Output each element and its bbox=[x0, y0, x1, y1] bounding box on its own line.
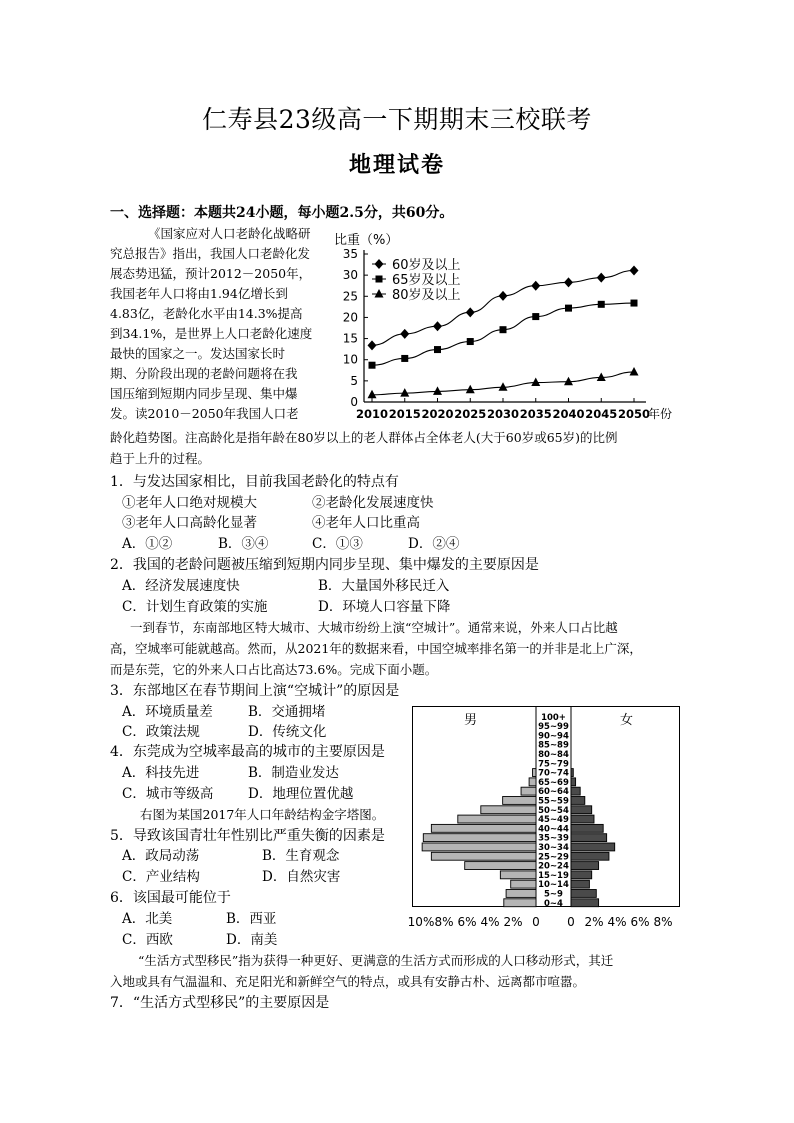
legend-marker bbox=[375, 289, 384, 298]
x-tick-label: 2025 bbox=[454, 407, 487, 421]
data-point bbox=[500, 326, 507, 333]
male-axis-tick-label: 6% bbox=[457, 915, 477, 929]
data-point bbox=[401, 355, 408, 362]
series-line-2 bbox=[372, 303, 634, 365]
male-bar bbox=[504, 899, 536, 907]
male-bar bbox=[422, 843, 536, 851]
y-axis-label: 比重（%） bbox=[334, 233, 399, 248]
q6-option-b[interactable]: B．西亚 bbox=[226, 911, 277, 927]
data-point bbox=[564, 377, 573, 386]
data-point bbox=[531, 281, 540, 291]
male-axis-tick-label: 2% bbox=[503, 915, 523, 929]
data-point bbox=[369, 362, 376, 369]
female-bar bbox=[571, 834, 607, 842]
male-bar bbox=[503, 797, 536, 805]
data-point bbox=[467, 338, 474, 345]
male-bar bbox=[521, 787, 536, 795]
female-axis-tick-label: 6% bbox=[630, 915, 650, 929]
female-bar bbox=[571, 806, 592, 814]
intro-line: 4.83亿，老龄化水平由14.3%提高 bbox=[110, 306, 303, 321]
population-pyramid bbox=[407, 706, 680, 931]
q1-item: ②老龄化发展速度快 bbox=[312, 495, 434, 511]
male-bar bbox=[423, 834, 536, 842]
data-point bbox=[368, 340, 377, 350]
data-point bbox=[433, 386, 442, 395]
question-6-stem: 6．该国最可能位于 bbox=[110, 890, 231, 906]
age-group-label: 60~64 bbox=[538, 787, 569, 798]
age-group-label: 0~4 bbox=[544, 898, 563, 909]
female-axis-tick-label: 0 bbox=[567, 915, 575, 929]
x-tick-label: 2040 bbox=[552, 407, 585, 421]
female-bar bbox=[571, 890, 596, 898]
age-group-label: 85~89 bbox=[538, 740, 569, 751]
y-tick-label: 30 bbox=[342, 268, 358, 283]
q5-option-a[interactable]: A．政局动荡 bbox=[122, 848, 200, 864]
q1-item: ③老年人口高龄化显著 bbox=[122, 515, 257, 531]
male-bar bbox=[506, 890, 536, 898]
intro-line: 究总报告》指出，我国人口老龄化发 bbox=[110, 246, 311, 261]
age-group-label: 25~29 bbox=[538, 852, 569, 863]
age-group-label: 35~39 bbox=[538, 833, 569, 844]
x-tick-label: 2045 bbox=[585, 407, 618, 421]
female-bar bbox=[571, 880, 589, 888]
passage-4-line: 入地或具有气温温和、充足阳光和新鲜空气的特点，或具有安静古朴、远离都市喧嚣。 bbox=[110, 974, 586, 989]
intro-line: 我国老年人口将由1.94亿增长到 bbox=[110, 286, 288, 301]
intro-continuation: 龄化趋势图。注高龄化是指年龄在80岁以上的老人群体占全体老人(大于60岁或65岁)的比例 bbox=[110, 430, 618, 445]
age-group-label: 95~99 bbox=[538, 722, 569, 733]
y-tick-label: 5 bbox=[350, 373, 358, 388]
q2-option-d[interactable]: D．环境人口容量下降 bbox=[318, 599, 451, 615]
legend-label: 60岁及以上 bbox=[392, 258, 461, 273]
exam-subtitle: 地理试卷 bbox=[348, 152, 445, 178]
female-bar bbox=[571, 843, 615, 851]
female-bar bbox=[571, 862, 599, 870]
age-group-label: 20~24 bbox=[538, 861, 569, 872]
question-5-stem: 5．导致该国青壮年性别比严重失衡的因素是 bbox=[110, 828, 385, 844]
q2-option-b[interactable]: B．大量国外移民迁入 bbox=[318, 578, 450, 594]
x-axis-label: 年份 bbox=[648, 407, 673, 421]
data-point bbox=[434, 346, 441, 353]
female-bar bbox=[571, 815, 594, 823]
data-point bbox=[631, 300, 638, 307]
age-group-label: 65~69 bbox=[538, 777, 569, 788]
data-point bbox=[466, 385, 475, 394]
y-tick-label: 35 bbox=[342, 247, 358, 261]
data-point bbox=[400, 388, 409, 397]
male-label: 男 bbox=[464, 713, 478, 728]
x-tick-label: 2030 bbox=[486, 407, 520, 421]
passage-2-line: 高，空城率可能就越高。然而，从2021年的数据来看，中国空城率排名第一的并非是北上广深， bbox=[110, 641, 642, 656]
pyramid-caption: 右图为某国2017年人口年龄结构金字塔图。 bbox=[140, 807, 385, 822]
q3-option-c[interactable]: C．政策法规 bbox=[122, 724, 200, 740]
q5-option-c[interactable]: C．产业结构 bbox=[122, 869, 200, 885]
male-bar bbox=[500, 871, 536, 879]
intro-continuation: 趋于上升的过程。 bbox=[110, 451, 211, 466]
y-tick-label: 20 bbox=[342, 310, 358, 325]
q1-item: ④老年人口比重高 bbox=[312, 515, 420, 531]
y-tick-label: 10 bbox=[342, 352, 358, 367]
age-group-label: 55~59 bbox=[538, 796, 569, 807]
data-point bbox=[499, 291, 508, 301]
female-bar bbox=[571, 769, 573, 777]
x-tick-label: 2015 bbox=[388, 407, 421, 421]
q1-option-a[interactable]: A．①② bbox=[122, 536, 173, 552]
data-point bbox=[466, 307, 475, 317]
q6-option-d[interactable]: D．南美 bbox=[226, 932, 278, 948]
data-point bbox=[597, 372, 606, 381]
female-label: 女 bbox=[620, 713, 634, 728]
male-bar bbox=[511, 880, 536, 888]
q3-option-b[interactable]: B．交通拥堵 bbox=[248, 704, 326, 720]
male-bar bbox=[529, 778, 536, 786]
age-group-label: 90~94 bbox=[538, 731, 569, 742]
female-bar bbox=[571, 899, 599, 907]
q3-option-a[interactable]: A．环境质量差 bbox=[122, 704, 213, 720]
age-group-label: 70~74 bbox=[538, 768, 569, 779]
q4-option-b[interactable]: B．制造业发达 bbox=[248, 765, 339, 781]
age-group-label: 100+ bbox=[541, 712, 566, 723]
q6-option-c[interactable]: C．西欧 bbox=[122, 932, 173, 948]
data-point bbox=[630, 265, 639, 275]
q6-option-a[interactable]: A．北美 bbox=[122, 911, 173, 927]
age-group-label: 10~14 bbox=[538, 880, 569, 891]
exam-title: 仁寿县23级高一下期期末三校联考 bbox=[202, 105, 592, 134]
data-point bbox=[564, 277, 573, 287]
legend-label: 80岁及以上 bbox=[392, 288, 461, 303]
data-point bbox=[400, 329, 409, 339]
data-point bbox=[532, 313, 539, 320]
female-axis-tick-label: 4% bbox=[607, 915, 627, 929]
age-group-label: 40~44 bbox=[538, 824, 569, 835]
male-axis-tick-label: 0 bbox=[532, 915, 540, 929]
intro-line: 期、分阶段出现的老龄问题将在我 bbox=[110, 366, 298, 381]
data-point bbox=[598, 301, 605, 308]
x-tick-label: 2050 bbox=[617, 407, 651, 421]
male-axis-tick-label: 10% bbox=[407, 915, 435, 929]
data-point bbox=[433, 321, 442, 331]
q2-option-c[interactable]: C．计划生育政策的实施 bbox=[122, 599, 268, 615]
question-4-stem: 4．东莞成为空城率最高的城市的主要原因是 bbox=[110, 744, 385, 760]
age-group-label: 75~79 bbox=[538, 759, 569, 770]
male-bar bbox=[431, 824, 536, 832]
male-bar bbox=[458, 815, 536, 823]
q3-option-d[interactable]: D．传统文化 bbox=[248, 724, 327, 740]
male-axis-tick-label: 4% bbox=[480, 915, 500, 929]
legend-marker bbox=[375, 259, 384, 269]
y-tick-label: 15 bbox=[342, 331, 358, 346]
male-bar bbox=[533, 769, 536, 777]
y-tick-label: 0 bbox=[350, 395, 358, 409]
female-bar bbox=[571, 787, 580, 795]
q5-option-b[interactable]: B．生育观念 bbox=[262, 848, 340, 864]
intro-line: 《国家应对人口老龄化战略研 bbox=[148, 226, 311, 241]
age-group-label: 50~54 bbox=[538, 805, 569, 816]
intro-line: 发。读2010－2050年我国人口老 bbox=[110, 406, 299, 421]
intro-paragraph bbox=[110, 224, 312, 424]
age-group-label: 45~49 bbox=[538, 815, 569, 826]
data-point bbox=[597, 273, 606, 283]
x-tick-label: 2035 bbox=[519, 407, 552, 421]
female-bar bbox=[571, 778, 576, 786]
q1-option-b[interactable]: B．③④ bbox=[218, 536, 269, 552]
intro-line: 展态势迅猛，预计2012－2050年， bbox=[110, 266, 312, 281]
x-tick-label: 2010 bbox=[355, 407, 389, 421]
q1-item: ①老年人口绝对规模大 bbox=[122, 495, 257, 511]
age-group-label: 15~19 bbox=[538, 870, 569, 881]
question-1-stem: 1．与发达国家相比，目前我国老龄化的特点有 bbox=[110, 474, 399, 490]
question-2-stem: 2．我国的老龄问题被压缩到短期内同步呈现、集中爆发的主要原因是 bbox=[110, 557, 539, 573]
data-point bbox=[531, 378, 540, 387]
age-group-label: 80~84 bbox=[538, 750, 569, 760]
question-3-stem: 3．东部地区在春节期间上演“空城计”的原因是 bbox=[110, 683, 400, 699]
passage-2-line: 而是东莞，它的外来人口占比高达73.6%。完成下面小题。 bbox=[110, 662, 438, 677]
legend-marker bbox=[376, 276, 383, 283]
y-tick-label: 25 bbox=[342, 289, 358, 304]
q1-option-d[interactable]: D．②④ bbox=[408, 536, 460, 552]
legend-label: 65岁及以上 bbox=[392, 273, 461, 288]
male-bar bbox=[431, 852, 536, 860]
q4-option-c[interactable]: C．城市等级高 bbox=[122, 786, 214, 802]
intro-line: 最快的国家之一。发达国家长时 bbox=[110, 346, 286, 361]
female-axis-tick-label: 8% bbox=[653, 915, 673, 929]
male-bar bbox=[481, 806, 536, 814]
data-point bbox=[630, 367, 639, 376]
female-axis-tick-label: 2% bbox=[584, 915, 604, 929]
q1-option-c[interactable]: C．①③ bbox=[312, 536, 363, 552]
data-point bbox=[499, 382, 508, 391]
passage-2-line: 一到春节，东南部地区特大城市、大城市纷纷上演“空城计”。通常来说，外来人口占比越 bbox=[130, 620, 618, 635]
q4-option-a[interactable]: A．科技先进 bbox=[122, 765, 200, 781]
data-point bbox=[565, 305, 572, 312]
section-heading: 一、选择题：本题共24小题，每小题2.5分，共60分。 bbox=[110, 205, 454, 221]
q4-option-d[interactable]: D．地理位置优越 bbox=[248, 786, 354, 802]
age-group-label: 30~34 bbox=[538, 843, 569, 853]
female-bar bbox=[571, 852, 609, 860]
age-group-label: 5~9 bbox=[544, 889, 563, 900]
male-bar bbox=[465, 862, 536, 870]
intro-line: 到34.1%，是世界上人口老龄化速度 bbox=[110, 326, 313, 341]
passage-4-line: “生活方式型移民”指为获得一种更好、更满意的生活方式而形成的人口移动形式，其迁 bbox=[138, 953, 614, 968]
x-tick-label: 2020 bbox=[421, 407, 454, 421]
intro-line: 国压缩到短期内同步呈现、集中爆 bbox=[110, 386, 298, 401]
male-axis-tick-label: 8% bbox=[434, 915, 454, 929]
female-bar bbox=[571, 797, 585, 805]
female-bar bbox=[571, 871, 592, 879]
aging-trend-chart bbox=[320, 226, 690, 426]
data-point bbox=[368, 390, 377, 399]
question-7-stem: 7．“生活方式型移民”的主要原因是 bbox=[110, 995, 330, 1011]
q5-option-d[interactable]: D．自然灾害 bbox=[262, 869, 341, 885]
q2-option-a[interactable]: A．经济发展速度快 bbox=[122, 578, 240, 594]
female-bar bbox=[571, 824, 603, 832]
